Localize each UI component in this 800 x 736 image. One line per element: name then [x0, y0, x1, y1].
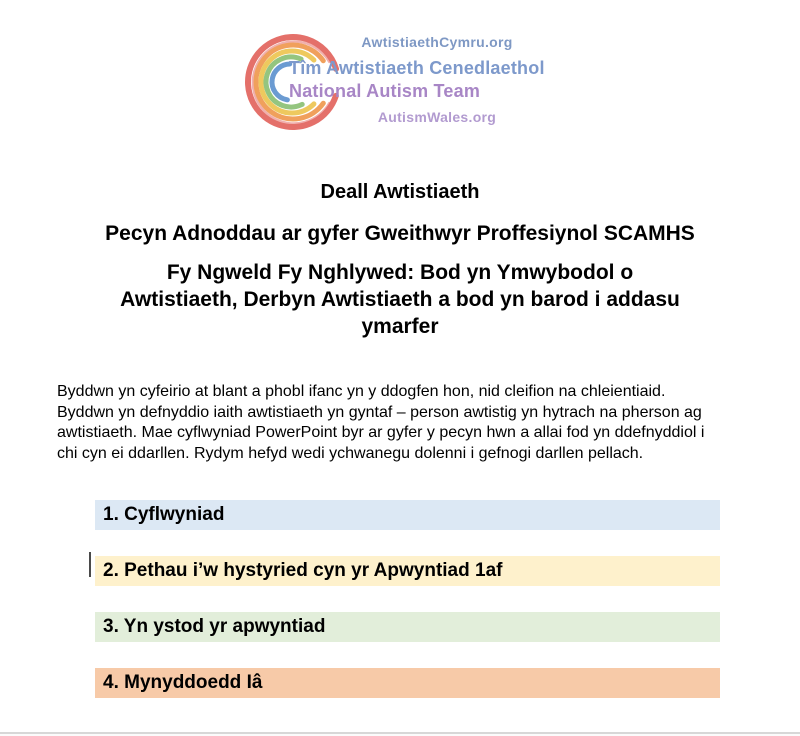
- doc-subtitle-2-line-1: Fy Ngweld Fy Nghlywed: Bod yn Ymwybodol o: [166, 261, 634, 284]
- doc-subtitle-2-line-3: ymarfer: [361, 315, 439, 338]
- national-autism-team-logo[interactable]: [243, 24, 573, 144]
- toc-item-3-label: 3. Yn ystod yr apwyntiad: [103, 616, 326, 638]
- doc-subtitle[interactable]: Pecyn Adnoddau ar gyfer Gweithwyr Proffesiynol SCAMHS: [105, 222, 695, 245]
- toc-item-1-label: 1. Cyflwyniad: [103, 504, 225, 526]
- toc-item-4[interactable]: [95, 668, 720, 698]
- logo-url-autismwales: AutismWales.org: [377, 109, 497, 125]
- intro-paragraph[interactable]: Byddwn yn cyfeirio at blant a phobl ifanc yn y ddogfen hon, nid cleifion na chleientiaid. Byddwn yn defnyddio iaith awtistiaeth yn gyntaf – person awtistig yn hytrach na pherson ag awtistiaeth. Mae cyflwyniad PowerPoint byr ar gyfer y pecyn hwn a allai fod yn ddefnyddiol i chi cyn ei ddarllen. Rydym hefyd wedi ychwanegu dolenni i gefnogi darllen pellach.: [57, 383, 705, 462]
- toc-item-2[interactable]: [95, 556, 720, 586]
- text-caret: [89, 552, 91, 577]
- toc-item-2-label: 2. Pethau i’w hystyried cyn yr Apwyntiad 1af: [103, 560, 503, 582]
- logo-title-english: National Autism Team: [289, 81, 481, 101]
- toc-item-1[interactable]: [95, 500, 720, 530]
- toc-item-4-label: 4. Mynyddoedd Iâ: [103, 672, 263, 694]
- toc-item-3[interactable]: [95, 612, 720, 642]
- doc-title[interactable]: Deall Awtistiaeth: [320, 181, 480, 203]
- logo-text-block: [289, 34, 585, 126]
- logo-url-awtistiaethcymru: AwtistiaethCymru.org: [361, 34, 513, 50]
- doc-subtitle-2-line-2: Awtistiaeth, Derbyn Awtistiaeth a bod yn barod i addasu: [120, 288, 680, 311]
- doc-subtitle-2[interactable]: [0, 259, 800, 340]
- section-list: [95, 500, 720, 698]
- logo-title-welsh: Tîm Awtistiaeth Cenedlaethol: [289, 58, 545, 78]
